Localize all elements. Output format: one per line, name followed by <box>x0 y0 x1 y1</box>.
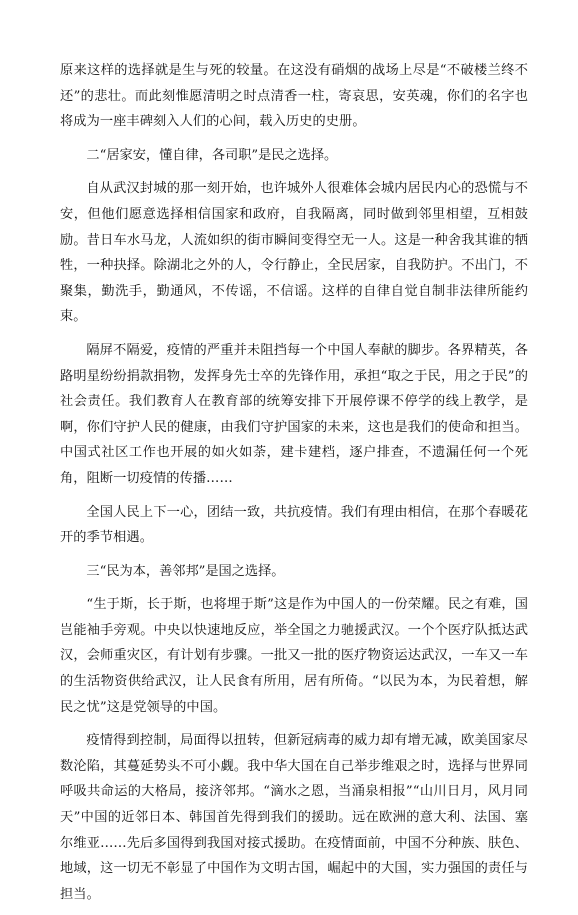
paragraph: 自从武汉封城的那一刻开始，也许城外人很难体会城内居民内心的恐慌与不安，但他们愿意选择相信国家和政府，自我隔离，同时做到邻里相望，互相鼓励。昔日车水马龙，人流如织的街市瞬间变得空无一人。这是一种舍我其谁的牺牲，一种抉择。除湖北之外的人，令行静止，全民居家，自我防护。不出门，不聚集，勤洗手，勤通风，不传谣，不信谣。这样的自律自觉自制非法律所能约束。 <box>60 181 528 325</box>
paragraph: 全国人民上下一心，团结一致，共抗疫情。我们有理由相信，在那个春暖花开的季节相遇。 <box>60 504 528 546</box>
paragraph: “生于斯，长于斯，也将埋于斯”这是作为中国人的一份荣耀。民之有难，国岂能袖手旁观。中央以快速地反应，举全国之力驰援武汉。一个个医疗队抵达武汉，会师重灾区，有计划有步骤。一批又一批的医疗物资运达武汉，一车又一车的生活物资供给武汉，让人民食有所用，居有所倚。“以民为本，为民着想，解民之忧”这是党领导的中国。 <box>60 597 528 715</box>
paragraph: 疫情得到控制，局面得以扭转，但新冠病毒的威力却有增无减，欧美国家尽数沦陷，其蔓延势头不可小觑。我中华大国在自己举步维艰之时，选择与世界同呼吸共命运的大格局，接济邻邦。“滴水之恩，当涌泉相报”“山川日月，风月同天”中国的近邻日本、韩国首先得到我们的援助。远在欧洲的意大利、法国、塞尔维亚……先后多国得到我国对接式援助。在疫情面前，中国不分种族、肤色、地域，这一切无不彰显了中国作为文明古国，崛起中的大国，实力强国的责任与担当。 <box>60 733 528 902</box>
paragraph: 隔屏不隔爱，疫情的严重并未阻挡每一个中国人奉献的脚步。各界精英，各路明星纷纷捐款捐物，发挥身先士卒的先锋作用，承担“取之于民，用之于民”的社会责任。我们教育人在教育部的统筹安排下开展停课不停学的线上教学，是啊，你们守护人民的健康，由我们守护国家的未来，这也是我们的使命和担当。中国式社区工作也开展的如火如荼，建卡建档，逐户排查，不遗漏任何一个死角，阻断一切疫情的传播…… <box>60 342 528 486</box>
paragraph-continued: 原来这样的选择就是生与死的较量。在这没有硝烟的战场上尽是“不破楼兰终不还”的悲壮。而此刻惟愿清明之时点清香一柱，寄哀思，安英魂，你们的名字也将成为一座丰碑刻入人们的心间，载入历史的史册。 <box>60 63 528 130</box>
section-heading-three: 三“民为本，善邻邦”是国之选择。 <box>86 563 285 579</box>
section-heading-two: 二“居家安，懂自律，各司职”是民之选择。 <box>86 147 338 163</box>
document-page <box>60 58 528 915</box>
